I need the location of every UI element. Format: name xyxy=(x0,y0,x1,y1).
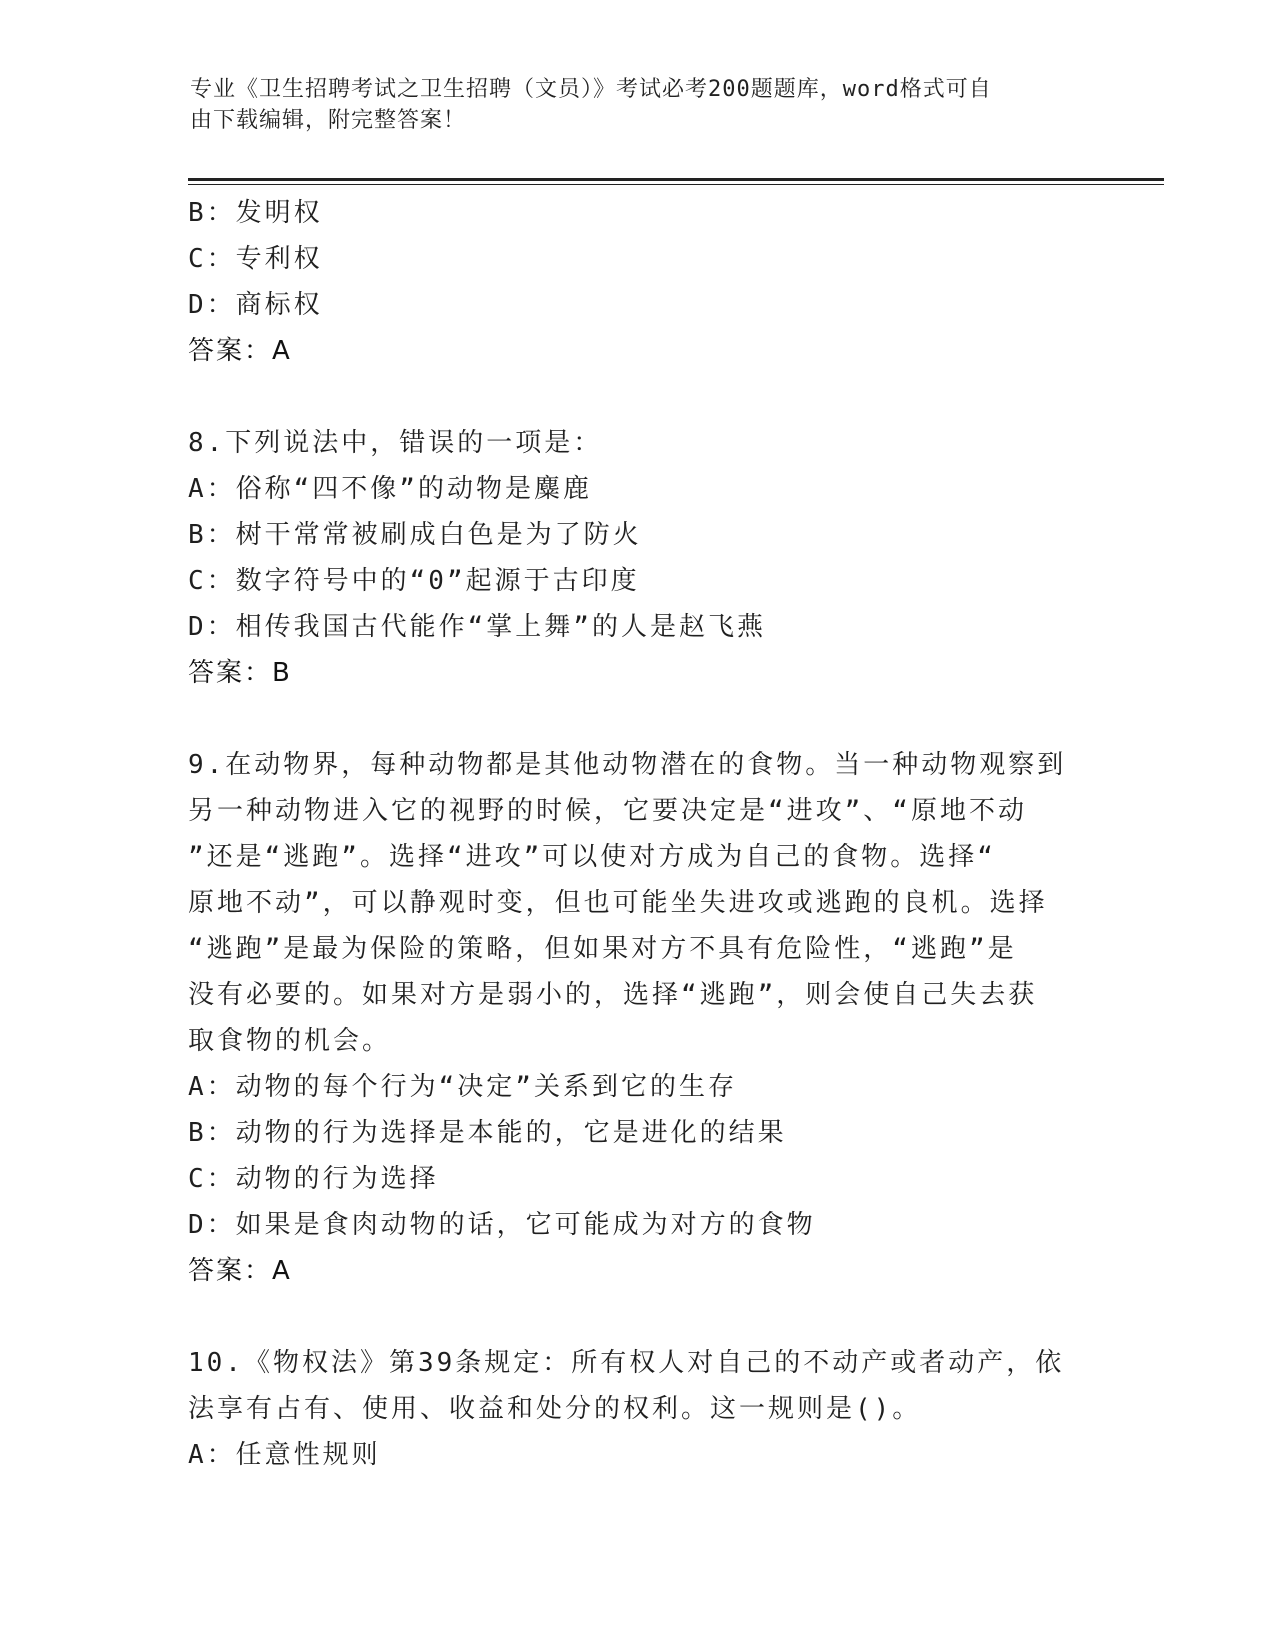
q7-option-b: B：发明权 xyxy=(188,198,323,228)
q7-option-d: D：商标权 xyxy=(188,290,323,320)
q9-stem-line: 取食物的机会。 xyxy=(188,1026,392,1056)
header-divider-thick xyxy=(188,178,1164,181)
question-7-tail xyxy=(188,190,1068,374)
question-8 xyxy=(188,420,1068,696)
q9-stem-line: “逃跑”是最为保险的策略，但如果对方不具有危险性，“逃跑”是 xyxy=(188,934,1017,964)
q9-option-a: A：动物的每个行为“决定”关系到它的生存 xyxy=(188,1072,737,1102)
q9-stem-line: 9.在动物界，每种动物都是其他动物潜在的食物。当一种动物观察到 xyxy=(188,750,1067,780)
header-line-1: 专业《卫生招聘考试之卫生招聘（文员）》考试必考200题题库，word格式可自 xyxy=(190,77,992,102)
q8-stem: 8.下列说法中，错误的一项是： xyxy=(188,428,603,458)
q9-option-b: B：动物的行为选择是本能的，它是进化的结果 xyxy=(188,1118,787,1148)
q7-answer: 答案：A xyxy=(188,336,292,366)
q10-stem-line: 法享有占有、使用、收益和处分的权利。这一规则是()。 xyxy=(188,1394,922,1424)
q8-option-a: A：俗称“四不像”的动物是麋鹿 xyxy=(188,474,592,504)
header-line-2: 由下载编辑，附完整答案！ xyxy=(190,108,467,133)
q8-option-b: B：树干常常被刷成白色是为了防火 xyxy=(188,520,642,550)
q9-stem-line: ”还是“逃跑”。选择“进攻”可以使对方成为自己的食物。选择“ xyxy=(188,842,996,872)
question-9 xyxy=(188,742,1068,1294)
header-divider-thin xyxy=(188,184,1164,185)
spacer xyxy=(188,696,1068,742)
q10-stem-line: 10.《物权法》第39条规定：所有权人对自己的不动产或者动产，依 xyxy=(188,1348,1065,1378)
question-10 xyxy=(188,1340,1068,1478)
q9-option-c: C：动物的行为选择 xyxy=(188,1164,439,1194)
q10-option-a: A：任意性规则 xyxy=(188,1440,381,1470)
q9-answer: 答案：A xyxy=(188,1256,292,1286)
q8-option-d: D：相传我国古代能作“掌上舞”的人是赵飞燕 xyxy=(188,612,766,642)
q9-stem-line: 原地不动”，可以静观时变，但也可能坐失进攻或逃跑的良机。选择 xyxy=(188,888,1048,918)
spacer xyxy=(188,374,1068,420)
document-header xyxy=(190,74,1070,136)
q9-stem-line: 没有必要的。如果对方是弱小的，选择“逃跑”，则会使自己失去获 xyxy=(188,980,1038,1010)
question-content xyxy=(188,190,1068,1478)
q8-answer: 答案：B xyxy=(188,658,292,688)
q9-option-d: D：如果是食肉动物的话，它可能成为对方的食物 xyxy=(188,1210,816,1240)
spacer xyxy=(188,1294,1068,1340)
q7-option-c: C：专利权 xyxy=(188,244,323,274)
q9-stem-line: 另一种动物进入它的视野的时候，它要决定是“进攻”、“原地不动 xyxy=(188,796,1027,826)
q8-option-c: C：数字符号中的“0”起源于古印度 xyxy=(188,566,640,596)
